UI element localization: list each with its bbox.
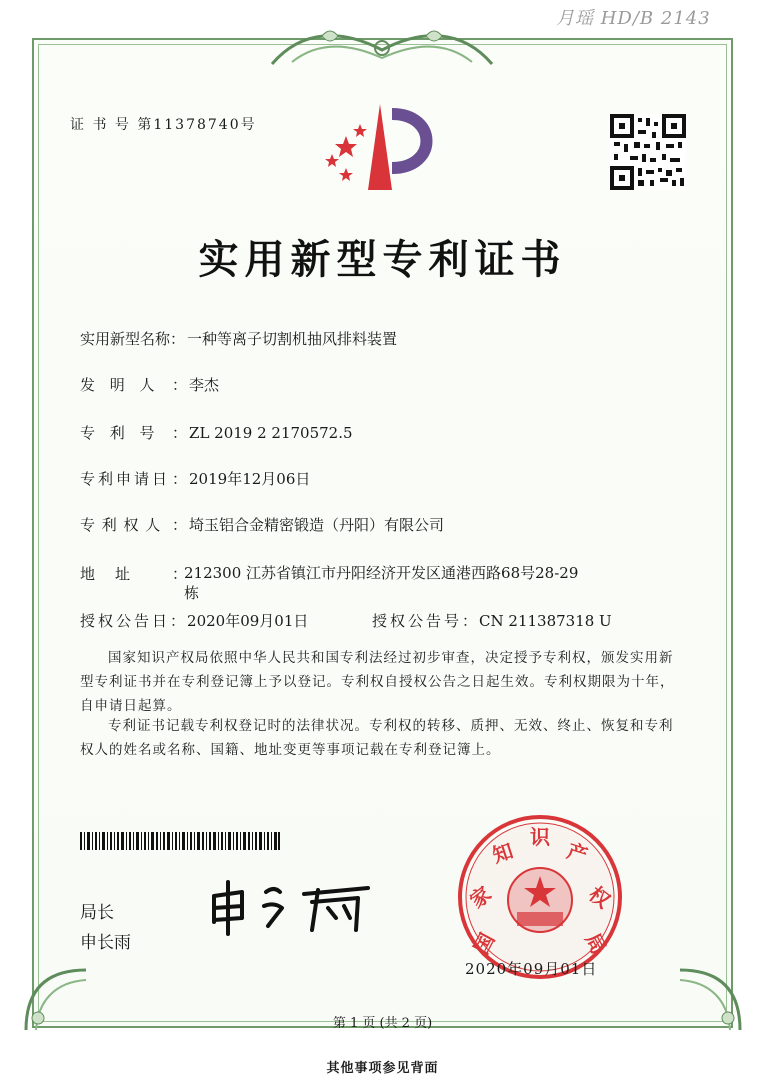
handwritten-signature-icon [208,878,378,938]
inventor-row: 发 明 人 ： 李杰 [80,376,220,394]
top-ornament-icon [262,24,502,76]
svg-text:家: 家 [465,881,496,913]
field-value: 埼玉铝合金精密锻造（丹阳）有限公司 [189,516,445,534]
svg-text:知: 知 [489,838,516,868]
field-label: 专 利 号 [80,424,160,442]
grant-statement-paragraph: 国家知识产权局依照中华人民共和国专利法经过初步审查，决定授予专利权，颁发实用新型专利证书并在专利登记簿上予以登记。专利权自授权公告之日起生效。专利权期限为十年，自申请日起算。 [80,650,675,714]
field-value: 2019年12月06日 [189,470,311,488]
patent-office-logo-icon [318,98,442,198]
signatory-name: 申长雨 [80,933,131,953]
field-label: 专 利 权 人 [80,516,162,534]
svg-text:识: 识 [530,825,550,849]
qr-code-icon [610,114,686,190]
field-label: 专利申请日 [80,470,171,488]
field-value: 2020年09月01日 [187,612,309,630]
address-row: 地址 ： [80,565,188,583]
field-value: CN 211387318 U [479,612,612,630]
svg-text:权: 权 [584,881,615,913]
legal-status-paragraph: 专利证书记载专利权登记时的法律状况。专利权的转移、质押、无效、终止、恢复和专利权人的姓名或名称、国籍、地址变更等事项记载在专利登记簿上。 [80,718,674,758]
certificate-number: 证 书 号 第11378740号 [70,117,257,133]
svg-text:局: 局 [580,929,612,958]
page-number: 第 1 页 (共 2 页) [332,1016,433,1031]
svg-text:产: 产 [564,838,591,868]
barcode-icon [80,832,280,850]
filing-date-row: 专利申请日 ： 2019年12月06日 [80,470,311,488]
field-label: 授权公告号 [372,612,463,630]
patent-number-row: 专 利 号 ： ZL 2019 2 2170572.5 [80,424,353,442]
patentee-row: 专 利 权 人 ： 埼玉铝合金精密锻造（丹阳）有限公司 [80,516,445,534]
utility-model-name-row: 实用新型名称： 一种等离子切割机抽风排料装置 [80,330,398,348]
field-value: 李杰 [189,376,220,394]
address-value: 212300 江苏省镇江市丹阳经济开发区通港西路68号28-29栋 [184,564,579,602]
field-value: 一种等离子切割机抽风排料装置 [187,330,398,348]
field-value: ZL 2019 2 2170572.5 [189,424,353,442]
seal-date: 2020年09月01日 [465,960,598,978]
svg-text:国: 国 [468,929,500,958]
signatory-title: 局长 [80,903,114,923]
field-label: 授权公告日 [80,612,171,630]
field-label: 地址 [80,565,151,583]
official-seal-icon [455,812,625,982]
grant-announcement-number-row: 授权公告号： CN 211387318 U [372,612,612,630]
grant-announcement-date-row: 授权公告日： 2020年09月01日 [80,612,309,630]
certificate-title: 实用新型专利证书 [198,236,567,283]
handwritten-note: 月瑶 HD/B 2143 [556,8,711,29]
field-label: 实用新型名称 [80,330,171,348]
back-side-note: 其他事项参见背面 [326,1061,439,1076]
field-label: 发 明 人 [80,376,160,394]
